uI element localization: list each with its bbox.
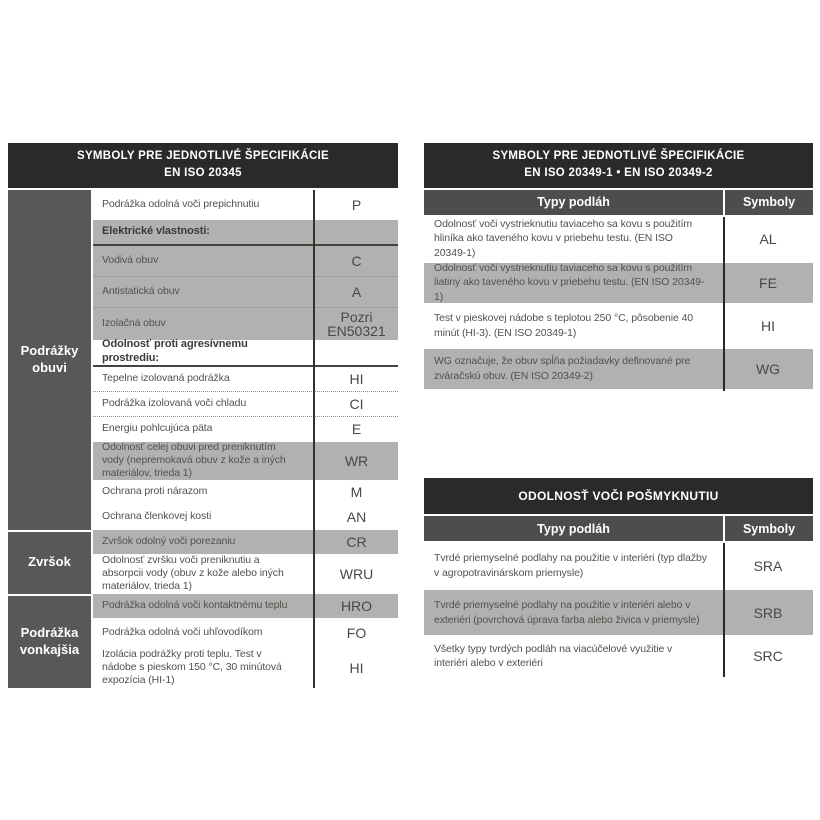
row-label: Izolácia podrážky proti teplu. Test v nádobe s pieskom 150 °C, 30 minútová expozícia (HI-1): [102, 647, 282, 687]
row-label: Ochrana proti nárazom: [102, 485, 208, 498]
column-divider-line: [723, 217, 725, 391]
row-label: Podrážka izolovaná voči chladu: [102, 396, 247, 409]
row-label: Odolnosť voči vystrieknutiu taviaceho sa kovu s použitím hliníka ako taveného kovu v priebehu testu. (EN ISO 20349-1): [434, 218, 693, 259]
table-en-iso-20349: [424, 143, 813, 391]
row-label: Test v pieskovej nádobe s teplotou 250 °C, pôsobenie 40 minút (HI-3). (EN ISO 20349-1): [434, 312, 694, 339]
category-column: [8, 190, 93, 688]
row-symbol: CR: [346, 533, 367, 550]
row-symbol: AN: [346, 509, 367, 525]
row-symbol: WG: [755, 360, 781, 377]
rows-column: [93, 190, 398, 688]
row-symbol: M: [350, 484, 363, 500]
table-row: [93, 530, 398, 554]
row-symbol: AL: [759, 230, 777, 247]
row-label: Antistatická obuv: [102, 284, 180, 297]
row-label: Vodivá obuv: [102, 253, 159, 266]
row-symbol: A: [351, 283, 362, 300]
column-header-floor-types: Typy podláh: [424, 190, 725, 215]
row-symbol: FO: [346, 624, 367, 641]
row-symbol: WR: [344, 452, 369, 469]
row-symbol: Pozri EN50321: [327, 308, 386, 339]
table-row: [93, 442, 398, 480]
row-label: Odolnosť zvršku voči preniknutiu a absorpcii vody (obuv z kože alebo iných materiálov, trieda 1): [102, 553, 284, 593]
table-title-bar: [424, 143, 813, 188]
table-title-line2: EN ISO 20349-1 • EN ISO 20349-2: [524, 167, 713, 180]
row-label: Podrážka odolná voči uhľovodíkom: [102, 625, 263, 638]
row-symbol: [315, 340, 398, 365]
table-subheader-row: [93, 220, 398, 246]
table-row: [93, 308, 398, 340]
column-header-row: [424, 188, 813, 217]
row-label: Odolnosť voči vystrieknutiu taviaceho sa kovu s použitím liatiny ako taveného kovu v priebehu testu. (EN ISO 20349-1): [434, 262, 705, 303]
table-row: [424, 590, 813, 637]
row-label: Podrážka odolná voči prepichnutiu: [102, 197, 260, 210]
row-label: Elektrické vlastnosti:: [102, 224, 210, 237]
category-cell-podrazky-obuvi: Podrážky obuvi: [8, 190, 91, 530]
row-label: Energiu pohlcujúca päta: [102, 422, 213, 435]
table-title-line1: SYMBOLY PRE JEDNOTLIVÉ ŠPECIFIKÁCIE: [76, 150, 330, 162]
row-symbol: CI: [349, 395, 364, 412]
table-row: [424, 543, 813, 590]
table-title-line2: EN ISO 20345: [164, 167, 242, 180]
table-row: [93, 367, 398, 392]
row-symbol: HI: [349, 370, 364, 387]
category-cell-zvrsok: Zvršok: [8, 530, 91, 594]
table-title-line1: SYMBOLY PRE JEDNOTLIVÉ ŠPECIFIKÁCIE: [492, 150, 745, 162]
row-label: Tvrdé priemyselné podlahy na použitie v interiéri alebo v exteriéri (povrchová úprava farba alebo živica v priemysle): [434, 599, 700, 626]
table-row: [93, 618, 398, 648]
table-subheader-row: [93, 340, 398, 367]
row-symbol: SRC: [753, 648, 783, 664]
table-body: [424, 217, 813, 391]
table-row: [93, 392, 398, 417]
row-symbol: FE: [759, 274, 777, 291]
table-row: [424, 217, 813, 263]
row-symbol: HRO: [340, 597, 373, 614]
row-symbol: SRA: [753, 557, 783, 574]
row-label: Odolnosť celej obuvi pred preniknutím vody (nepremokavá obuv z kože a iných materiálov, trieda 1): [102, 440, 286, 480]
column-header-row: [424, 514, 813, 543]
column-header-symbols: Symboly: [742, 195, 796, 209]
table-row: [93, 417, 398, 442]
table-row: [424, 263, 813, 305]
row-label: Všetky typy tvrdých podláh na viacúčelové využitie v interiéri alebo v exteriéri: [434, 642, 673, 669]
table-row: [424, 305, 813, 349]
table-title-bar: ODOLNOSŤ VOČI POŠMYKNUTIU: [424, 478, 813, 514]
table-slip-resistance: [424, 478, 813, 677]
table-row: [93, 480, 398, 505]
table-row: [93, 277, 398, 308]
row-label: Ochrana členkovej kosti: [102, 510, 212, 523]
table-row: [424, 637, 813, 677]
row-label: Zvršok odolný voči porezaniu: [102, 534, 236, 547]
table-body: [424, 543, 813, 677]
row-label: Odolnosť proti agresívnemu prostrediu:: [102, 338, 248, 364]
table-row: [93, 246, 398, 277]
row-symbol: HI: [349, 659, 364, 676]
table-row: [93, 190, 398, 220]
table-title-bar: [8, 143, 398, 188]
table-row: [93, 594, 398, 618]
table-body: [8, 188, 398, 688]
table-row: [93, 505, 398, 530]
table-row: [93, 554, 398, 594]
row-label: Podrážka odolná voči kontaktnému teplu: [102, 598, 288, 611]
column-header-floor-types: Typy podláh: [424, 516, 725, 541]
row-symbol: [315, 220, 398, 244]
column-divider-line: [723, 543, 725, 677]
table-row: [424, 349, 813, 391]
row-symbol: E: [351, 421, 362, 437]
category-cell-podrazka-vonkajsia: Podrážka vonkajšia: [8, 594, 91, 688]
row-symbol: WRU: [339, 565, 374, 582]
row-symbol: HI: [761, 317, 775, 334]
table-row: [93, 648, 398, 688]
row-label: Izolačná obuv: [102, 316, 166, 329]
table-en-iso-20345: [8, 143, 398, 688]
column-header-symbols: Symboly: [742, 521, 796, 536]
row-symbol: P: [351, 196, 362, 213]
row-label: Tvrdé priemyselné podlahy na použitie v interiéri (typ dlažby v agropotravinárskom priemysle): [434, 552, 707, 579]
row-symbol: C: [351, 252, 362, 269]
row-label: Tepelne izolovaná podrážka: [102, 371, 230, 384]
row-symbol: SRB: [753, 604, 783, 621]
column-divider-line: [313, 190, 315, 688]
row-label: WG označuje, že obuv spĺňa požiadavky definované pre zváračskú obuv. (EN ISO 20349-2): [434, 355, 691, 382]
